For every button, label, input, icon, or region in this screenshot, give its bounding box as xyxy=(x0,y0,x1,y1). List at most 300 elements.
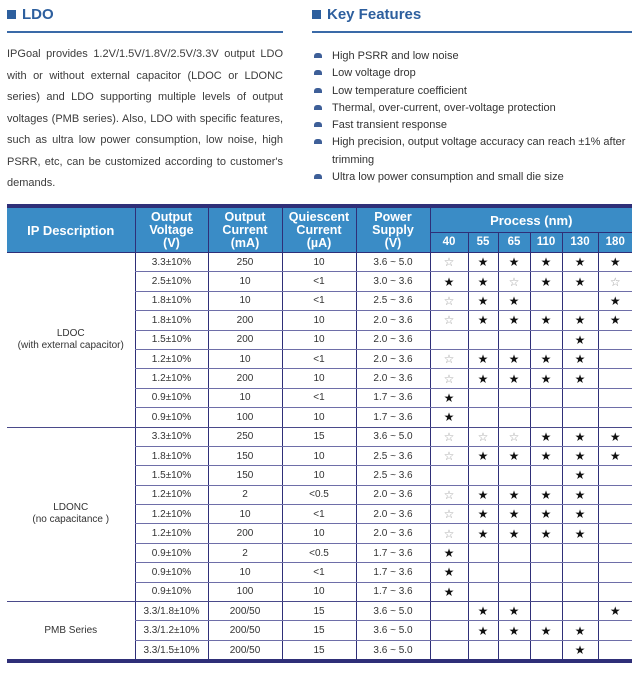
cell-process-130 xyxy=(562,524,598,543)
cell-process-180 xyxy=(598,485,632,504)
star-filled-icon: ★ xyxy=(477,449,489,464)
cell-process-40 xyxy=(430,272,468,291)
cell-process-40 xyxy=(430,369,468,388)
cell-process-55 xyxy=(468,543,498,562)
cell-quiescent: 15 xyxy=(282,621,356,640)
cell-process-55 xyxy=(468,466,498,485)
star-filled-icon: ★ xyxy=(508,507,520,522)
cell-quiescent: 10 xyxy=(282,408,356,427)
ip-group-cell xyxy=(7,602,135,662)
star-filled-icon: ★ xyxy=(508,449,520,464)
cell-voltage: 1.2±10% xyxy=(135,349,208,368)
star-filled-icon: ★ xyxy=(443,390,455,405)
square-bullet-icon xyxy=(312,10,321,19)
star-filled-icon: ★ xyxy=(574,468,586,483)
star-filled-icon: ★ xyxy=(574,313,586,328)
header-output-current xyxy=(208,206,282,253)
header-quiescent-current xyxy=(282,206,356,253)
star-filled-icon: ★ xyxy=(609,293,621,308)
table-row xyxy=(7,427,632,446)
cell-process-65 xyxy=(498,427,530,446)
square-bullet-icon xyxy=(7,10,16,19)
cell-process-40 xyxy=(430,349,468,368)
cell-process-40 xyxy=(430,466,468,485)
star-filled-icon: ★ xyxy=(540,313,552,328)
cell-process-180 xyxy=(598,543,632,562)
cell-process-130 xyxy=(562,388,598,407)
cell-process-40 xyxy=(430,291,468,310)
cell-voltage: 0.9±10% xyxy=(135,408,208,427)
feature-bullet-icon xyxy=(314,139,322,144)
cell-process-110 xyxy=(530,388,562,407)
cell-process-110 xyxy=(530,427,562,446)
cell-process-40 xyxy=(430,330,468,349)
cell-process-55 xyxy=(468,330,498,349)
cell-process-130 xyxy=(562,602,598,621)
star-outline-icon: ☆ xyxy=(609,274,621,289)
cell-process-130 xyxy=(562,291,598,310)
cell-current: 200/50 xyxy=(208,621,282,640)
cell-supply: 3.6 ~ 5.0 xyxy=(356,640,430,661)
cell-process-180 xyxy=(598,446,632,465)
cell-current: 200/50 xyxy=(208,640,282,661)
header-ip-description: IP Description xyxy=(7,206,135,253)
cell-process-110 xyxy=(530,582,562,601)
cell-process-65 xyxy=(498,563,530,582)
cell-current: 10 xyxy=(208,563,282,582)
cell-current: 100 xyxy=(208,582,282,601)
cell-quiescent: <1 xyxy=(282,349,356,368)
cell-process-55 xyxy=(468,640,498,661)
cell-process-180 xyxy=(598,427,632,446)
star-filled-icon: ★ xyxy=(540,255,552,270)
header-power-supply-line2: Supply xyxy=(372,222,414,237)
table-row xyxy=(7,602,632,621)
cell-voltage: 0.9±10% xyxy=(135,563,208,582)
cell-process-65 xyxy=(498,505,530,524)
star-filled-icon: ★ xyxy=(609,255,621,270)
ldo-title-text: LDO xyxy=(22,6,54,23)
feature-bullet-icon xyxy=(314,88,322,93)
ip-group-name: LDOC xyxy=(56,327,85,339)
cell-current: 250 xyxy=(208,253,282,272)
star-filled-icon: ★ xyxy=(508,623,520,638)
cell-process-55 xyxy=(468,524,498,543)
header-process-node: 180 xyxy=(598,233,632,253)
star-outline-icon: ☆ xyxy=(508,274,520,289)
cell-process-40 xyxy=(430,640,468,661)
cell-current: 10 xyxy=(208,505,282,524)
star-filled-icon: ★ xyxy=(540,274,552,289)
cell-process-65 xyxy=(498,388,530,407)
feature-item xyxy=(312,100,637,117)
cell-process-110 xyxy=(530,291,562,310)
star-filled-icon: ★ xyxy=(540,449,552,464)
star-filled-icon: ★ xyxy=(540,371,552,386)
cell-process-180 xyxy=(598,466,632,485)
cell-process-180 xyxy=(598,563,632,582)
cell-supply: 1.7 ~ 3.6 xyxy=(356,388,430,407)
cell-voltage: 3.3/1.5±10% xyxy=(135,640,208,661)
table-row xyxy=(7,253,632,272)
cell-process-130 xyxy=(562,621,598,640)
cell-process-130 xyxy=(562,582,598,601)
cell-process-55 xyxy=(468,291,498,310)
cell-process-110 xyxy=(530,524,562,543)
feature-text: High precision, output voltage accuracy can reach ±1% after trimming xyxy=(332,136,626,166)
cell-current: 10 xyxy=(208,388,282,407)
cell-current: 2 xyxy=(208,485,282,504)
cell-process-55 xyxy=(468,485,498,504)
cell-process-110 xyxy=(530,446,562,465)
star-filled-icon: ★ xyxy=(609,429,621,444)
star-outline-icon: ☆ xyxy=(443,371,455,386)
cell-process-110 xyxy=(530,466,562,485)
cell-process-40 xyxy=(430,505,468,524)
cell-current: 200 xyxy=(208,311,282,330)
feature-text: High PSRR and low noise xyxy=(332,50,459,62)
header-process-node: 110 xyxy=(530,233,562,253)
cell-process-130 xyxy=(562,272,598,291)
cell-voltage: 0.9±10% xyxy=(135,388,208,407)
header-output-voltage-line2: Voltage xyxy=(149,222,194,237)
cell-current: 200 xyxy=(208,369,282,388)
cell-process-65 xyxy=(498,272,530,291)
cell-process-65 xyxy=(498,369,530,388)
cell-voltage: 1.2±10% xyxy=(135,524,208,543)
cell-process-40 xyxy=(430,602,468,621)
cell-process-130 xyxy=(562,369,598,388)
header-process-node: 130 xyxy=(562,233,598,253)
cell-quiescent: <0.5 xyxy=(282,485,356,504)
cell-quiescent: <1 xyxy=(282,291,356,310)
cell-quiescent: 10 xyxy=(282,369,356,388)
cell-process-65 xyxy=(498,446,530,465)
ip-group-subtitle: (with external capacitor) xyxy=(17,339,124,351)
cell-quiescent: 10 xyxy=(282,311,356,330)
cell-supply: 3.6 ~ 5.0 xyxy=(356,602,430,621)
cell-process-110 xyxy=(530,563,562,582)
star-filled-icon: ★ xyxy=(508,371,520,386)
cell-process-40 xyxy=(430,446,468,465)
cell-process-110 xyxy=(530,505,562,524)
cell-voltage: 2.5±10% xyxy=(135,272,208,291)
star-filled-icon: ★ xyxy=(477,623,489,638)
cell-process-130 xyxy=(562,427,598,446)
cell-process-180 xyxy=(598,388,632,407)
cell-process-110 xyxy=(530,602,562,621)
cell-process-180 xyxy=(598,621,632,640)
cell-process-65 xyxy=(498,485,530,504)
cell-voltage: 1.8±10% xyxy=(135,311,208,330)
cell-process-180 xyxy=(598,640,632,661)
cell-process-55 xyxy=(468,505,498,524)
star-filled-icon: ★ xyxy=(574,507,586,522)
cell-process-130 xyxy=(562,349,598,368)
cell-quiescent: 10 xyxy=(282,253,356,272)
cell-process-55 xyxy=(468,253,498,272)
cell-process-130 xyxy=(562,446,598,465)
star-filled-icon: ★ xyxy=(540,487,552,502)
feature-bullet-icon xyxy=(314,53,322,58)
header-process-node: 55 xyxy=(468,233,498,253)
cell-current: 200/50 xyxy=(208,602,282,621)
cell-supply: 1.7 ~ 3.6 xyxy=(356,582,430,601)
cell-current: 10 xyxy=(208,349,282,368)
cell-process-55 xyxy=(468,621,498,640)
cell-quiescent: 10 xyxy=(282,524,356,543)
header-process-node: 40 xyxy=(430,233,468,253)
ldo-spec-table xyxy=(7,204,632,663)
star-filled-icon: ★ xyxy=(574,274,586,289)
star-filled-icon: ★ xyxy=(443,274,455,289)
cell-quiescent: <1 xyxy=(282,563,356,582)
cell-voltage: 1.5±10% xyxy=(135,466,208,485)
cell-process-40 xyxy=(430,485,468,504)
cell-process-130 xyxy=(562,408,598,427)
cell-supply: 2.0 ~ 3.6 xyxy=(356,524,430,543)
feature-bullet-icon xyxy=(314,122,322,127)
spec-table-body xyxy=(7,253,632,662)
header-output-current-line3: (mA) xyxy=(230,235,260,250)
cell-process-180 xyxy=(598,602,632,621)
star-filled-icon: ★ xyxy=(477,604,489,619)
cell-process-110 xyxy=(530,253,562,272)
star-filled-icon: ★ xyxy=(477,507,489,522)
feature-bullet-icon xyxy=(314,70,322,75)
cell-process-65 xyxy=(498,253,530,272)
cell-quiescent: 15 xyxy=(282,602,356,621)
cell-process-40 xyxy=(430,253,468,272)
cell-process-40 xyxy=(430,563,468,582)
star-filled-icon: ★ xyxy=(574,429,586,444)
cell-quiescent: <1 xyxy=(282,505,356,524)
feature-text: Thermal, over-current, over-voltage protection xyxy=(332,101,556,114)
cell-voltage: 3.3/1.8±10% xyxy=(135,602,208,621)
star-outline-icon: ☆ xyxy=(443,313,455,328)
star-filled-icon: ★ xyxy=(574,449,586,464)
cell-process-40 xyxy=(430,408,468,427)
cell-current: 2 xyxy=(208,543,282,562)
cell-supply: 2.0 ~ 3.6 xyxy=(356,485,430,504)
star-filled-icon: ★ xyxy=(574,332,586,347)
star-filled-icon: ★ xyxy=(574,623,586,638)
cell-process-65 xyxy=(498,330,530,349)
cell-quiescent: 15 xyxy=(282,427,356,446)
star-filled-icon: ★ xyxy=(540,429,552,444)
cell-process-40 xyxy=(430,621,468,640)
header-quiescent-current-line3: (µA) xyxy=(306,235,332,250)
cell-process-130 xyxy=(562,466,598,485)
star-outline-icon: ☆ xyxy=(443,352,455,367)
cell-process-180 xyxy=(598,330,632,349)
cell-voltage: 1.2±10% xyxy=(135,505,208,524)
cell-process-55 xyxy=(468,369,498,388)
cell-process-130 xyxy=(562,311,598,330)
cell-process-110 xyxy=(530,272,562,291)
cell-process-55 xyxy=(468,311,498,330)
star-filled-icon: ★ xyxy=(508,352,520,367)
star-outline-icon: ☆ xyxy=(443,507,455,522)
header-output-voltage-line1: Output xyxy=(151,209,192,224)
cell-process-180 xyxy=(598,369,632,388)
cell-process-40 xyxy=(430,582,468,601)
star-filled-icon: ★ xyxy=(574,371,586,386)
cell-process-65 xyxy=(498,543,530,562)
star-outline-icon: ☆ xyxy=(443,449,455,464)
cell-process-40 xyxy=(430,524,468,543)
cell-supply: 1.7 ~ 3.6 xyxy=(356,543,430,562)
cell-process-55 xyxy=(468,272,498,291)
star-filled-icon: ★ xyxy=(574,526,586,541)
cell-voltage: 1.2±10% xyxy=(135,485,208,504)
feature-text: Low temperature coefficient xyxy=(332,84,467,97)
cell-process-110 xyxy=(530,640,562,661)
cell-voltage: 3.3±10% xyxy=(135,253,208,272)
cell-supply: 3.6 ~ 5.0 xyxy=(356,621,430,640)
cell-process-55 xyxy=(468,563,498,582)
feature-bullet-icon xyxy=(314,174,322,179)
cell-process-110 xyxy=(530,485,562,504)
cell-current: 200 xyxy=(208,524,282,543)
cell-supply: 2.5 ~ 3.6 xyxy=(356,291,430,310)
star-filled-icon: ★ xyxy=(540,352,552,367)
header-output-voltage-line3: (V) xyxy=(163,235,180,250)
star-outline-icon: ☆ xyxy=(443,429,455,444)
cell-process-110 xyxy=(530,349,562,368)
cell-process-130 xyxy=(562,505,598,524)
cell-voltage: 1.8±10% xyxy=(135,446,208,465)
star-filled-icon: ★ xyxy=(443,410,455,425)
star-outline-icon: ☆ xyxy=(443,526,455,541)
header-power-supply xyxy=(356,206,430,253)
cell-current: 150 xyxy=(208,446,282,465)
star-filled-icon: ★ xyxy=(609,604,621,619)
cell-process-40 xyxy=(430,427,468,446)
cell-process-65 xyxy=(498,408,530,427)
cell-process-65 xyxy=(498,621,530,640)
star-filled-icon: ★ xyxy=(477,313,489,328)
cell-quiescent: <1 xyxy=(282,272,356,291)
ldo-section-title xyxy=(7,6,54,23)
ip-group-name: PMB Series xyxy=(44,624,98,636)
cell-supply: 3.0 ~ 3.6 xyxy=(356,272,430,291)
cell-quiescent: 10 xyxy=(282,330,356,349)
star-filled-icon: ★ xyxy=(477,526,489,541)
cell-quiescent: 10 xyxy=(282,446,356,465)
star-outline-icon: ☆ xyxy=(443,487,455,502)
header-process: Process (nm) xyxy=(430,206,632,233)
star-filled-icon: ★ xyxy=(508,293,520,308)
cell-process-40 xyxy=(430,543,468,562)
cell-supply: 2.0 ~ 3.6 xyxy=(356,311,430,330)
cell-process-130 xyxy=(562,640,598,661)
star-filled-icon: ★ xyxy=(508,487,520,502)
cell-process-180 xyxy=(598,272,632,291)
cell-process-180 xyxy=(598,582,632,601)
cell-process-55 xyxy=(468,427,498,446)
cell-current: 150 xyxy=(208,466,282,485)
cell-process-55 xyxy=(468,582,498,601)
cell-voltage: 0.9±10% xyxy=(135,582,208,601)
cell-process-110 xyxy=(530,543,562,562)
key-features-list xyxy=(312,48,637,186)
header-power-supply-line3: (V) xyxy=(384,235,402,250)
header-output-voltage xyxy=(135,206,208,253)
star-filled-icon: ★ xyxy=(477,255,489,270)
star-filled-icon: ★ xyxy=(508,255,520,270)
cell-process-130 xyxy=(562,485,598,504)
cell-process-130 xyxy=(562,253,598,272)
cell-supply: 1.7 ~ 3.6 xyxy=(356,563,430,582)
ip-group-subtitle: (no capacitance ) xyxy=(32,514,110,526)
feature-item xyxy=(312,169,637,186)
cell-voltage: 0.9±10% xyxy=(135,543,208,562)
cell-process-180 xyxy=(598,524,632,543)
star-filled-icon: ★ xyxy=(477,371,489,386)
cell-process-55 xyxy=(468,602,498,621)
ip-group-name: LDONC xyxy=(53,502,89,514)
cell-supply: 2.0 ~ 3.6 xyxy=(356,505,430,524)
feature-item xyxy=(312,48,637,65)
star-outline-icon: ☆ xyxy=(508,429,520,444)
cell-process-110 xyxy=(530,408,562,427)
cell-process-65 xyxy=(498,349,530,368)
cell-voltage: 1.8±10% xyxy=(135,291,208,310)
star-filled-icon: ★ xyxy=(574,487,586,502)
cell-supply: 2.0 ~ 3.6 xyxy=(356,330,430,349)
cell-process-55 xyxy=(468,408,498,427)
feature-bullet-icon xyxy=(314,105,322,110)
star-filled-icon: ★ xyxy=(609,449,621,464)
header-quiescent-current-line2: Current xyxy=(296,222,342,237)
cell-process-180 xyxy=(598,311,632,330)
feature-item xyxy=(312,65,637,82)
star-filled-icon: ★ xyxy=(508,604,520,619)
star-filled-icon: ★ xyxy=(508,313,520,328)
cell-quiescent: 10 xyxy=(282,466,356,485)
ldo-title-divider xyxy=(7,31,283,33)
ldo-description: IPGoal provides 1.2V/1.5V/1.8V/2.5V/3.3V output LDO with or without external capacitor (LDOC or LDONC series) and LDO supporting multiple levels of output voltages (PMB series). Also, LDO with specific features, such as ultra low power consumption, low noise, high PSRR, etc, can be customized according to customer's demands. xyxy=(7,48,283,189)
ip-group-cell xyxy=(7,253,135,428)
star-filled-icon: ★ xyxy=(443,565,455,580)
cell-process-130 xyxy=(562,563,598,582)
cell-process-40 xyxy=(430,311,468,330)
cell-process-110 xyxy=(530,621,562,640)
cell-supply: 2.5 ~ 3.6 xyxy=(356,466,430,485)
star-filled-icon: ★ xyxy=(477,487,489,502)
ip-group-cell xyxy=(7,427,135,602)
header-output-current-line1: Output xyxy=(224,209,266,224)
cell-process-180 xyxy=(598,505,632,524)
cell-process-55 xyxy=(468,349,498,368)
cell-voltage: 1.2±10% xyxy=(135,369,208,388)
star-filled-icon: ★ xyxy=(477,352,489,367)
cell-process-65 xyxy=(498,291,530,310)
feature-item xyxy=(312,134,637,169)
star-filled-icon: ★ xyxy=(443,546,455,561)
key-features-divider xyxy=(312,31,632,33)
key-features-title xyxy=(312,6,421,23)
star-filled-icon: ★ xyxy=(574,352,586,367)
cell-process-130 xyxy=(562,543,598,562)
cell-process-180 xyxy=(598,408,632,427)
star-filled-icon: ★ xyxy=(540,623,552,638)
header-quiescent-current-line1: Quiescent xyxy=(288,209,350,224)
cell-current: 10 xyxy=(208,272,282,291)
cell-process-65 xyxy=(498,640,530,661)
star-outline-icon: ☆ xyxy=(443,255,455,270)
